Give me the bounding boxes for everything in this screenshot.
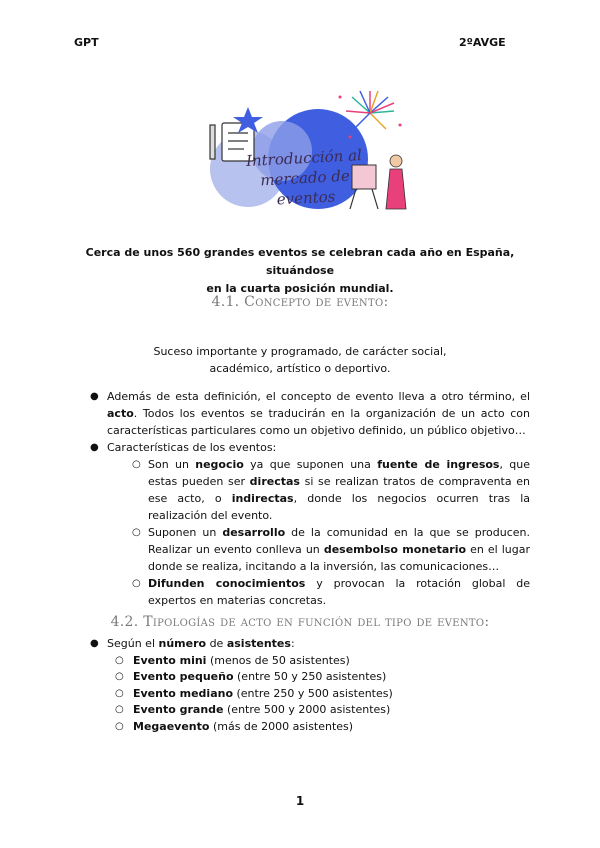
circle-bullet-icon: ○ bbox=[132, 459, 141, 470]
sub-list-item: ○ Evento mini (menos de 50 asistentes) bbox=[115, 653, 508, 670]
circle-bullet-icon: ○ bbox=[115, 687, 124, 699]
bullet-icon: ● bbox=[90, 442, 99, 453]
section-heading-4-2: 4.2. Tipologías de acto en función del tipo de evento: bbox=[110, 614, 490, 630]
circle-bullet-icon: ○ bbox=[132, 578, 141, 589]
banner-title: Introducción al mercado de eventos bbox=[245, 146, 363, 209]
bullet-icon: ● bbox=[90, 391, 99, 402]
section-heading-4-1: 4.1. Concepto de evento: bbox=[211, 294, 389, 310]
sub-list-item: ○ Evento grande (entre 500 y 2000 asistentes) bbox=[115, 702, 508, 719]
circle-bullet-icon: ○ bbox=[115, 654, 124, 666]
sub-list-item: ○ Evento mediano (entre 250 y 500 asistentes) bbox=[115, 686, 508, 703]
list-item: ● Según el número de asistentes: bbox=[88, 636, 508, 653]
intro-paragraph: Cerca de unos 560 grandes eventos se celebran cada año en España, situándose en la cuarta posición mundial. bbox=[85, 246, 515, 295]
list-item: ● Además de esta definición, el concepto de evento lleva a otro término, el acto. Todos los eventos se traducirán en la organización de un acto con características particulares como un objetivo definido, un público objetivo… bbox=[90, 390, 530, 437]
sub-list-item: ○ Suponen un desarrollo de la comunidad en la que se producen. Realizar un evento conlleva un desembolso monetario en el lugar donde se realiza, incitando a la inversión, las comunicaciones… bbox=[132, 526, 531, 573]
definition-text: Suceso importante y programado, de carácter social, académico, artístico o deportivo. bbox=[153, 345, 447, 375]
page-number: 1 bbox=[295, 794, 305, 808]
sub-list-item: ○ Evento pequeño (entre 50 y 250 asistentes) bbox=[115, 669, 508, 686]
circle-bullet-icon: ○ bbox=[115, 704, 124, 715]
section1-list bbox=[88, 388, 530, 609]
header-right: 2ºAVGE bbox=[459, 36, 506, 49]
list-item: ● Características de los eventos: bbox=[90, 441, 277, 454]
bullet-icon: ● bbox=[90, 638, 99, 649]
circle-bullet-icon: ○ bbox=[115, 720, 124, 732]
sub-list-item: ○ Son un negocio ya que suponen una fuente de ingresos, que estas pueden ser directas si se realizan tratos de compraventa en ese acto, o indirectas, donde los negocios ocurren tras la realización del evento. bbox=[132, 458, 531, 522]
circle-bullet-icon: ○ bbox=[115, 671, 124, 682]
fireworks-icon bbox=[346, 91, 394, 129]
sub-list-item: ○ Megaevento (más de 2000 asistentes) bbox=[115, 719, 508, 736]
sub-list-item: ○ Difunden conocimientos y provocan la rotación global de expertos en materias concretas. bbox=[132, 577, 530, 607]
section2-list bbox=[88, 636, 508, 735]
circle-bullet-icon: ○ bbox=[132, 527, 141, 538]
header-left: GPT bbox=[74, 36, 99, 49]
